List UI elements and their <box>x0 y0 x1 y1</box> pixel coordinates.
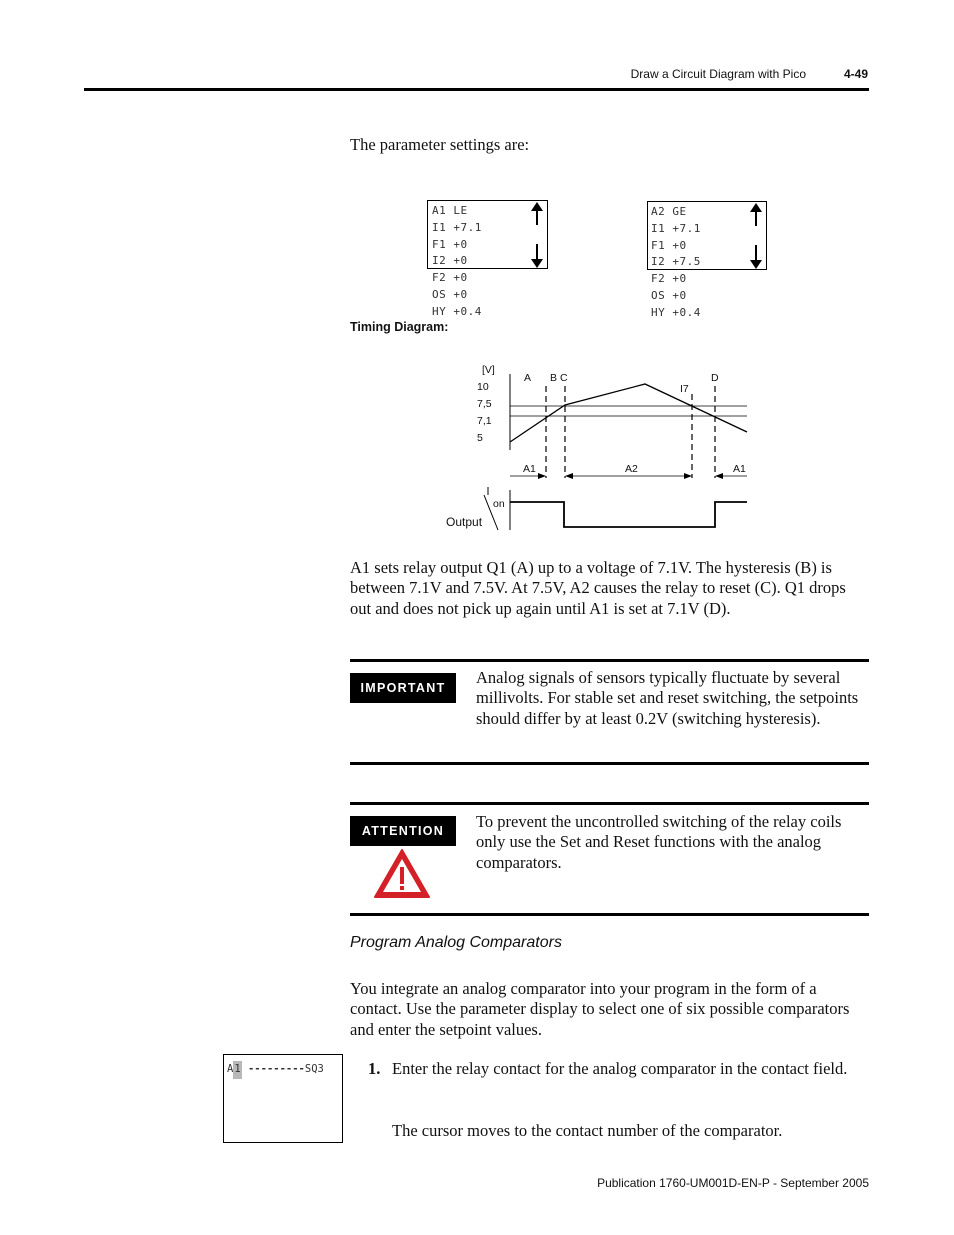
arrow-head <box>715 473 723 479</box>
intro-paragraph: You integrate an analog comparator into your program in the form of a contact. Use the parameter display to select one of six possible comparators and enter the setpoint values. <box>350 979 850 1039</box>
point-label-d: D <box>711 372 719 384</box>
important-label: IMPORTANT <box>350 673 456 703</box>
warning-triangle-icon <box>373 848 431 900</box>
step-text: Enter the relay contact for the analog comparator in the contact field. <box>392 1059 848 1078</box>
cursor-highlight: 1 <box>233 1061 241 1079</box>
lcd-line: I2 +7.5 <box>651 255 701 269</box>
note-top-rule <box>350 659 869 662</box>
timing-diagram-heading: Timing Diagram: <box>350 320 449 334</box>
scroll-up-arrow-icon <box>749 203 763 227</box>
section-heading: Program Analog Comparators <box>350 934 562 951</box>
lcd-display-right <box>647 201 777 326</box>
connection-line: --------- <box>247 1063 305 1075</box>
header-rule <box>84 88 869 91</box>
signal-label: I7 <box>680 383 689 395</box>
step-number: 1. <box>368 1059 381 1078</box>
note-bottom-rule <box>350 762 869 765</box>
lcd-line: F2 +0 <box>651 272 687 286</box>
attention-label: ATTENTION <box>350 816 456 846</box>
lcd-line: I1 +7.1 <box>432 220 482 234</box>
lcd-line: HY +0.4 <box>432 304 482 318</box>
display-line <box>227 1063 324 1075</box>
region-label: A1 <box>733 463 746 475</box>
lcd-line: A1 LE <box>432 204 468 217</box>
lcd-line: A2 GE <box>651 205 687 218</box>
circuit-display <box>223 1054 343 1143</box>
output-waveform <box>510 502 747 527</box>
running-header-title: Draw a Circuit Diagram with Pico <box>630 67 806 81</box>
output-label: Output <box>446 515 483 529</box>
y-tick-label: 10 <box>477 381 489 393</box>
lcd-line: OS +0 <box>651 288 687 302</box>
arrow-head <box>565 473 573 479</box>
footer-publication: Publication 1760-UM001D-EN-P - September 2005 <box>597 1176 869 1190</box>
contact-prefix: A <box>227 1063 234 1075</box>
attention-note <box>350 802 869 917</box>
voltage-curve <box>510 384 747 442</box>
scroll-down-arrow-icon <box>530 244 544 268</box>
output-on-label: on <box>493 498 505 510</box>
region-label: A2 <box>625 463 638 475</box>
lcd-line: F1 +0 <box>432 237 468 251</box>
note-top-rule <box>350 802 869 805</box>
lcd-display-left <box>427 200 557 325</box>
description-paragraph: A1 sets relay output Q1 (A) up to a voltage of 7.1V. The hysteresis (B) is between 7.1V and 7.5V. At 7.5V, A2 causes the relay to reset (C). Q1 drops out and does not pick up again until A1 is set at 7.1V (D). <box>350 558 846 618</box>
region-label: A1 <box>523 463 536 475</box>
lcd-line: F2 +0 <box>432 271 468 285</box>
important-note <box>350 659 869 766</box>
timing-diagram <box>440 360 760 535</box>
point-label-a: A <box>524 372 532 384</box>
y-tick-label: 7,5 <box>477 398 492 410</box>
arrow-head <box>538 473 546 479</box>
lcd-lines-right <box>651 204 701 322</box>
arrow-head <box>684 473 692 479</box>
scroll-up-arrow-icon <box>530 202 544 226</box>
step-result: The cursor moves to the contact number of the comparator. <box>392 1121 783 1140</box>
note-bottom-rule <box>350 913 869 916</box>
lcd-line: I1 +7.1 <box>651 221 701 235</box>
coil-label: SQ3 <box>304 1063 324 1075</box>
y-tick-label: 7,1 <box>477 415 492 427</box>
lcd-lines-left <box>432 203 482 321</box>
lcd-line: OS +0 <box>432 287 468 301</box>
lcd-line: I2 +0 <box>432 254 468 268</box>
important-text: Analog signals of sensors typically fluctuate by several millivolts. For stable set and reset switching, the setpoints should differ by at least 0.2V (switching hysteresis). <box>476 668 859 728</box>
y-unit-label: [V] <box>482 364 495 376</box>
point-label-b: B <box>550 372 558 384</box>
lcd-line: HY +0.4 <box>651 305 701 319</box>
lcd-line: F1 +0 <box>651 238 687 252</box>
point-label-c: C <box>560 372 568 384</box>
attention-text: To prevent the uncontrolled switching of the relay coils only use the Set and Reset functions with the analog comparators. <box>476 812 842 872</box>
scroll-down-arrow-icon <box>749 245 763 269</box>
y-tick-label: 5 <box>477 432 483 444</box>
intro-text: The parameter settings are: <box>350 135 530 154</box>
page-number: 4-49 <box>844 67 869 81</box>
